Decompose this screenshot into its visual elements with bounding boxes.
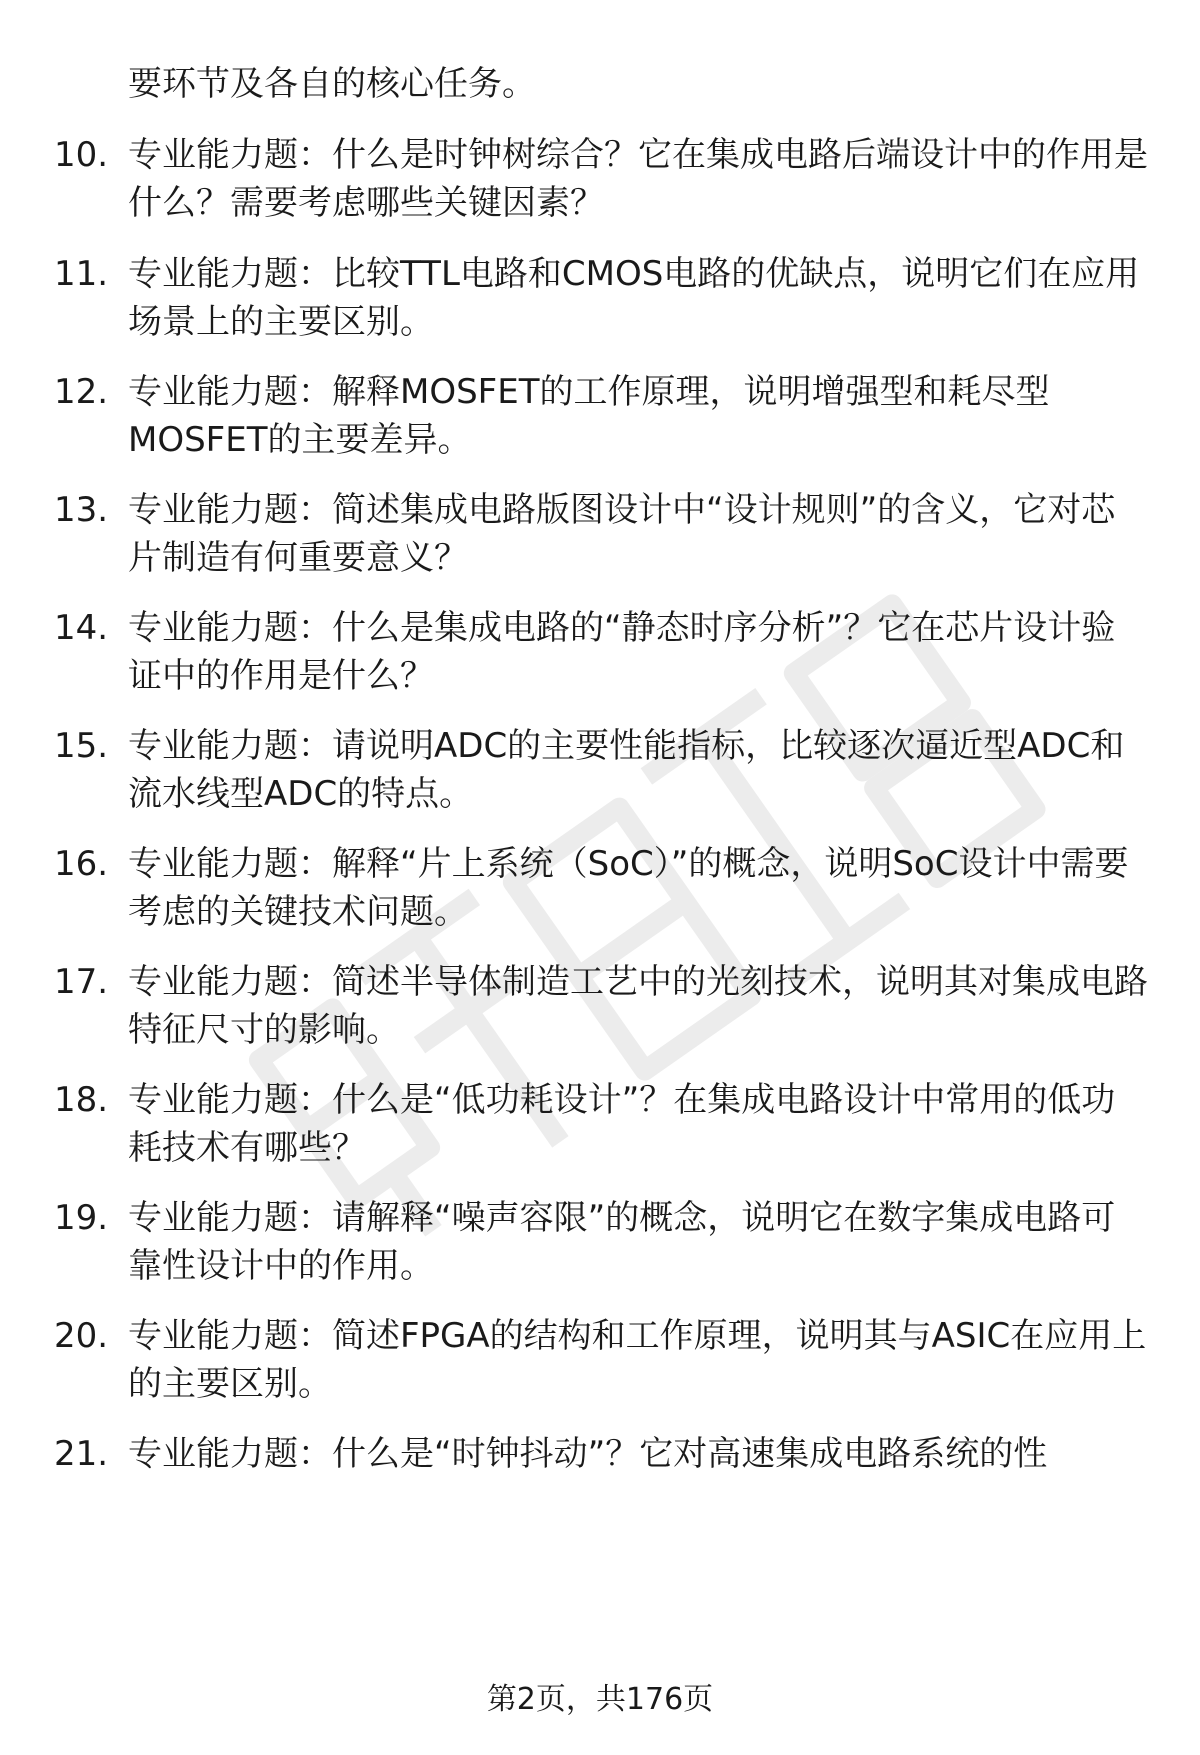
continued-text-fragment: 要环节及各自的核心任务。 — [128, 64, 536, 104]
question-number: 10. — [54, 135, 109, 175]
question-text: 专业能力题：解释“片上系统（SoC）”的概念，说明SoC设计中需要考虑的关键技术问题。 — [128, 844, 1129, 932]
question-number: 11. — [54, 254, 109, 294]
question-number: 15. — [54, 726, 109, 766]
question-number: 21. — [54, 1434, 109, 1474]
question-number: 16. — [54, 844, 109, 884]
question-number: 20. — [54, 1316, 109, 1356]
question-text: 专业能力题：什么是时钟树综合？它在集成电路后端设计中的作用是什么？需要考虑哪些关键因素？ — [128, 135, 1148, 223]
question-text: 专业能力题：什么是集成电路的“静态时序分析”？它在芯片设计验证中的作用是什么？ — [128, 608, 1116, 696]
question-number: 18. — [54, 1080, 109, 1120]
question-number: 19. — [54, 1198, 109, 1238]
question-text: 专业能力题：请说明ADC的主要性能指标，比较逐次逼近型ADC和流水线型ADC的特点。 — [128, 726, 1125, 814]
question-text: 专业能力题：简述集成电路版图设计中“设计规则”的含义，它对芯片制造有何重要意义？ — [128, 490, 1116, 578]
question-number: 17. — [54, 962, 109, 1002]
question-number: 13. — [54, 490, 109, 530]
question-text: 专业能力题：什么是“低功耗设计”？在集成电路设计中常用的低功耗技术有哪些？ — [128, 1080, 1116, 1168]
question-text: 专业能力题：简述半导体制造工艺中的光刻技术，说明其对集成电路特征尺寸的影响。 — [128, 962, 1148, 1050]
question-text: 专业能力题：什么是“时钟抖动”？它对高速集成电路系统的性 — [128, 1434, 1048, 1474]
page-number-footer: 第2页，共176页 — [486, 1682, 714, 1717]
question-text: 专业能力题：解释MOSFET的工作原理，说明增强型和耗尽型MOSFET的主要差异。 — [128, 372, 1050, 460]
question-text: 专业能力题：比较TTL电路和CMOS电路的优缺点，说明它们在应用场景上的主要区别。 — [128, 254, 1140, 342]
question-number: 12. — [54, 372, 109, 412]
question-text: 专业能力题：请解释“噪声容限”的概念，说明它在数字集成电路可靠性设计中的作用。 — [128, 1198, 1116, 1286]
question-text: 专业能力题：简述FPGA的结构和工作原理，说明其与ASIC在应用上的主要区别。 — [128, 1316, 1147, 1404]
question-number: 14. — [54, 608, 109, 648]
